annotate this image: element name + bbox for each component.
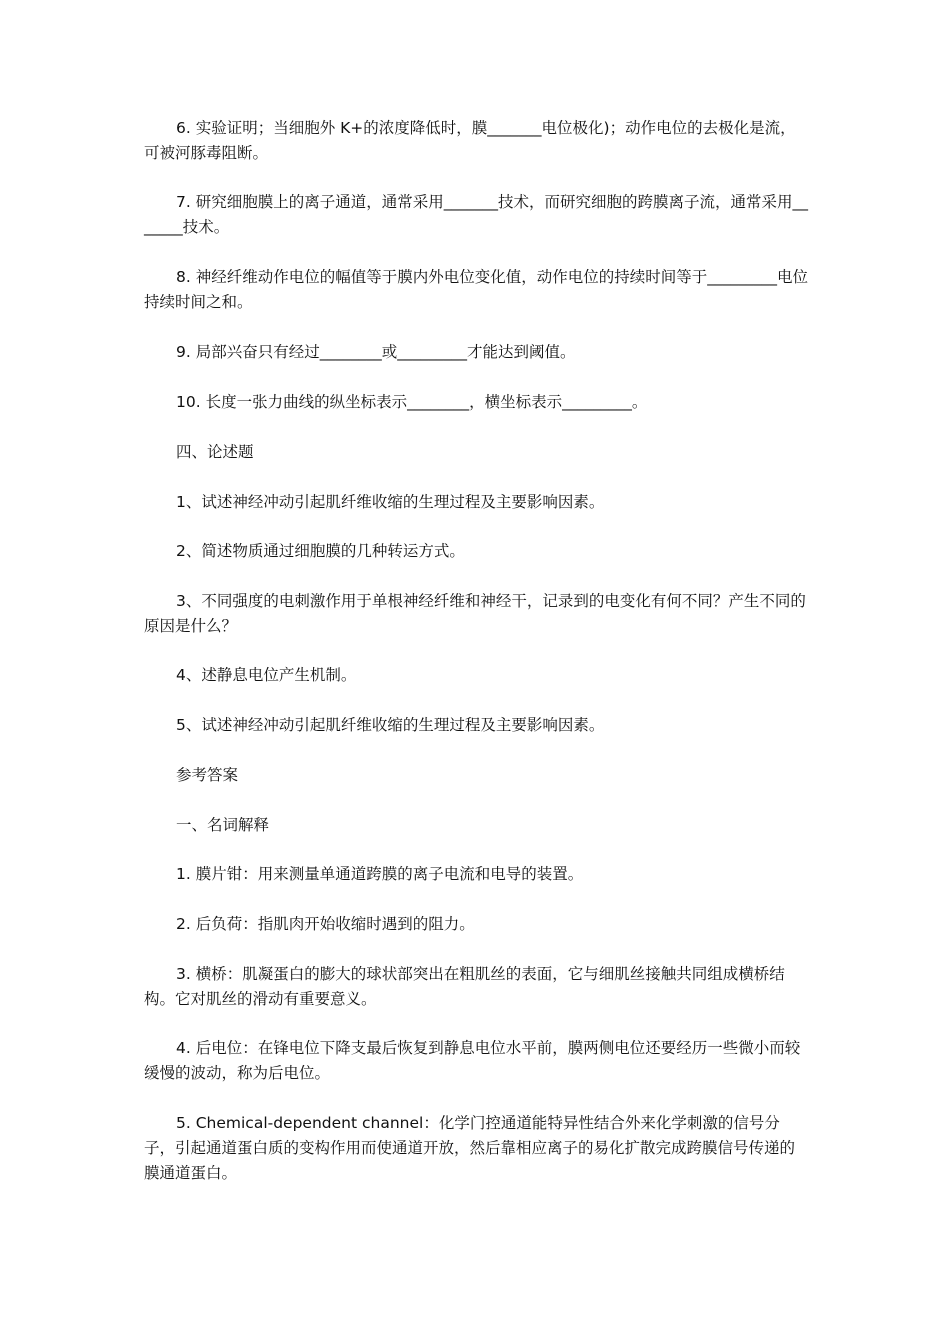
essay-question-2: 2、简述物质通过细胞膜的几种转运方式。 bbox=[176, 542, 465, 560]
essay-question-5: 5、试述神经冲动引起肌纤维收缩的生理过程及主要影响因素。 bbox=[176, 716, 605, 734]
essay-question-4: 4、述静息电位产生机制。 bbox=[176, 666, 357, 684]
term-answer-2: 2. 后负荷：指肌肉开始收缩时遇到的阻力。 bbox=[176, 915, 475, 933]
answers-heading: 参考答案 bbox=[176, 766, 239, 784]
terms-heading: 一、名词解释 bbox=[176, 816, 270, 834]
term-answer-5: 5. Chemical-dependent channel：化学门控通道能特异性结合外来化学刺激的信号分子，引起通道蛋白质的变构作用而使通道开放，然后靠相应离子的易化扩散完成跨膜信号传递的膜通道蛋白。 bbox=[144, 1114, 796, 1182]
term-answer-4: 4. 后电位：在锋电位下降支最后恢复到静息电位水平前，膜两侧电位还要经历一些微小而较缓慢的波动，称为后电位。 bbox=[144, 1039, 801, 1082]
term-answer-1: 1. 膜片钳：用来测量单通道跨膜的离子电流和电导的装置。 bbox=[176, 865, 584, 883]
fill-in-question-10: 10. 长度一张力曲线的纵坐标表示________，横坐标表示_________。 bbox=[176, 393, 648, 411]
fill-in-question-7: 7. 研究细胞膜上的离子通道，通常采用_______技术，而研究细胞的跨膜离子流，通常采用_______技术。 bbox=[144, 193, 808, 236]
essay-section-heading: 四、论述题 bbox=[176, 443, 254, 461]
term-answer-3: 3. 横桥：肌凝蛋白的膨大的球状部突出在粗肌丝的表面，它与细肌丝接触共同组成横桥结构。它对肌丝的滑动有重要意义。 bbox=[144, 965, 785, 1008]
fill-in-question-6: 6. 实验证明；当细胞外 K+的浓度降低时，膜_______电位极化)；动作电位的去极化是流，可被河豚毒阻断。 bbox=[144, 119, 796, 162]
fill-in-question-9: 9. 局部兴奋只有经过________或_________才能达到阈值。 bbox=[176, 343, 576, 361]
essay-question-3: 3、不同强度的电刺激作用于单根神经纤维和神经干，记录到的电变化有何不同？产生不同的原因是什么？ bbox=[144, 592, 806, 635]
essay-question-1: 1、试述神经冲动引起肌纤维收缩的生理过程及主要影响因素。 bbox=[176, 493, 605, 511]
fill-in-question-8: 8. 神经纤维动作电位的幅值等于膜内外电位变化值，动作电位的持续时间等于_________电位持续时间之和。 bbox=[144, 268, 808, 311]
